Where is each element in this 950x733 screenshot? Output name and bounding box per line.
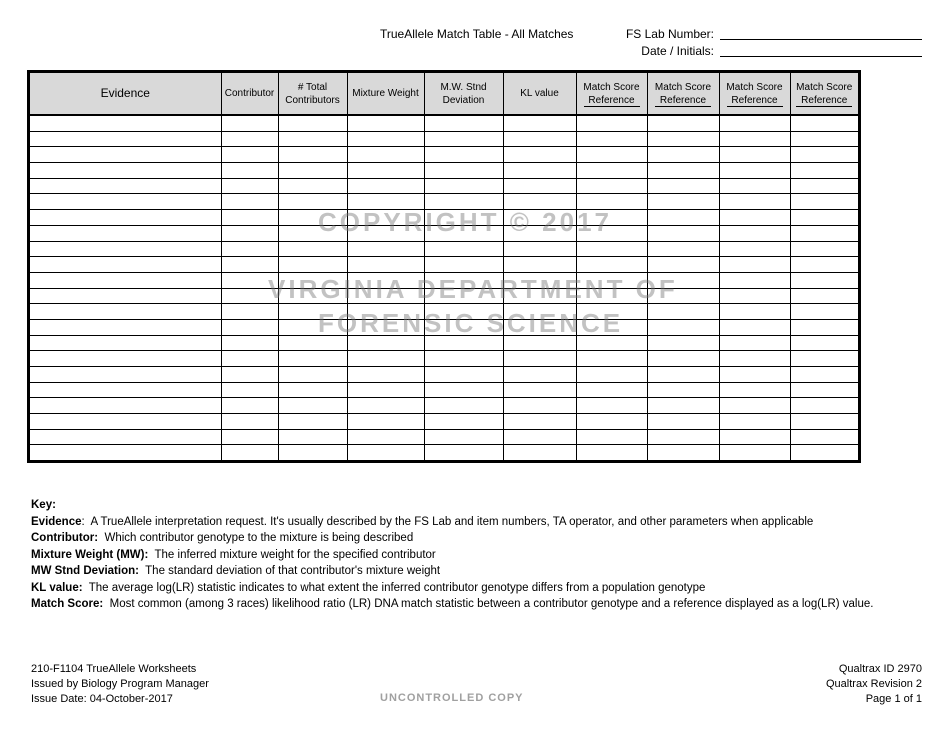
table-cell[interactable] — [790, 131, 858, 147]
table-cell[interactable] — [30, 382, 221, 398]
table-cell[interactable] — [424, 257, 503, 273]
table-cell[interactable] — [647, 304, 719, 320]
table-cell[interactable] — [719, 272, 790, 288]
table-cell[interactable] — [790, 398, 858, 414]
table-cell[interactable] — [790, 445, 858, 460]
table-cell[interactable] — [576, 382, 647, 398]
table-cell[interactable] — [503, 131, 576, 147]
table-cell[interactable] — [347, 147, 424, 163]
table-cell[interactable] — [221, 147, 278, 163]
table-cell[interactable] — [221, 210, 278, 226]
table-cell[interactable] — [576, 414, 647, 430]
footer-issue-date: Issue Date: 04-October-2017 — [31, 693, 173, 705]
key-desc: A TrueAllele interpretation request. It's usually described by the FS Lab and item numbers, TA operator, and other parameters when applicable — [90, 515, 814, 528]
key-desc: The average log(LR) statistic indicates to what extent the inferred contributor genotype differs from a population genotype — [88, 581, 706, 594]
table-row — [30, 147, 858, 163]
table-cell[interactable] — [30, 445, 221, 460]
table-cell[interactable] — [647, 351, 719, 367]
table-cell[interactable] — [30, 351, 221, 367]
table-cell[interactable] — [719, 163, 790, 179]
table-cell[interactable] — [576, 257, 647, 273]
table-cell[interactable] — [30, 335, 221, 351]
key-item — [31, 563, 911, 580]
col-label: Match Score Reference — [796, 81, 853, 106]
table-cell[interactable] — [424, 367, 503, 383]
table-row — [30, 414, 858, 430]
col-label: Match Score Reference — [726, 81, 783, 106]
table-cell[interactable] — [576, 178, 647, 194]
table-cell[interactable] — [790, 147, 858, 163]
table-cell[interactable] — [503, 429, 576, 445]
table-cell[interactable] — [719, 414, 790, 430]
table-cell[interactable] — [790, 178, 858, 194]
key-item — [31, 547, 911, 564]
footer-issuer: Issued by Biology Program Manager — [31, 678, 209, 690]
table-cell[interactable] — [719, 225, 790, 241]
table-cell[interactable] — [221, 382, 278, 398]
key-desc: Which contributor genotype to the mixture is being described — [104, 532, 414, 544]
table-cell[interactable] — [790, 382, 858, 398]
table-cell[interactable] — [647, 398, 719, 414]
table-cell[interactable] — [424, 429, 503, 445]
table-cell[interactable] — [347, 445, 424, 460]
table-cell[interactable] — [424, 398, 503, 414]
table-cell[interactable] — [347, 382, 424, 398]
table-cell[interactable] — [719, 445, 790, 460]
table-cell[interactable] — [790, 241, 858, 257]
table-cell[interactable] — [719, 115, 790, 131]
table-cell[interactable] — [347, 241, 424, 257]
table-cell[interactable] — [221, 163, 278, 179]
table-cell[interactable] — [576, 367, 647, 383]
table-cell[interactable] — [278, 115, 347, 131]
table-cell[interactable] — [30, 429, 221, 445]
table-cell[interactable] — [30, 398, 221, 414]
col-label: Match Score Reference — [654, 81, 712, 106]
table-cell[interactable] — [424, 445, 503, 460]
table-cell[interactable] — [719, 131, 790, 147]
table-cell[interactable] — [221, 304, 278, 320]
table-cell[interactable] — [221, 445, 278, 460]
table-cell[interactable] — [30, 163, 221, 179]
table-cell[interactable] — [719, 257, 790, 273]
table-cell[interactable] — [790, 115, 858, 131]
table-cell[interactable] — [576, 398, 647, 414]
table-cell[interactable] — [647, 115, 719, 131]
table-cell[interactable] — [347, 131, 424, 147]
table-cell[interactable] — [278, 398, 347, 414]
table-cell[interactable] — [221, 225, 278, 241]
table-cell[interactable] — [647, 131, 719, 147]
table-cell[interactable] — [30, 367, 221, 383]
table-row — [30, 178, 858, 194]
table-cell[interactable] — [647, 382, 719, 398]
col-match-score-reference-3 — [719, 73, 790, 115]
footer-qualtrax-id: Qualtrax ID 2970 — [838, 663, 922, 675]
col-contributor: Contributor — [221, 73, 278, 115]
key-desc: The standard deviation of that contributor's mixture weight — [145, 565, 441, 577]
key-desc: The inferred mixture weight for the specified contributor — [154, 548, 436, 561]
table-cell[interactable] — [221, 367, 278, 383]
table-cell[interactable] — [790, 335, 858, 351]
key-desc: Most common (among 3 races) likelihood ratio (LR) DNA match statistic between a contributor genotype and a reference displayed as a log(LR) value. — [109, 598, 874, 610]
footer-left — [31, 662, 209, 707]
table-cell[interactable] — [719, 367, 790, 383]
col-mw-stnd-deviation: M.W. Stnd Deviation — [424, 73, 503, 115]
table-row — [30, 398, 858, 414]
watermark-line-3: FORENSIC SCIENCE — [318, 308, 624, 338]
table-cell[interactable] — [221, 241, 278, 257]
table-cell[interactable] — [278, 147, 347, 163]
key-item — [31, 530, 911, 547]
table-cell[interactable] — [647, 178, 719, 194]
table-cell[interactable] — [719, 304, 790, 320]
table-cell[interactable] — [278, 178, 347, 194]
table-cell[interactable] — [576, 147, 647, 163]
key-separator: : — [81, 515, 85, 528]
footer-doc-id: 210-F1104 TrueAllele Worksheets — [31, 663, 197, 675]
key-term: MW Stnd Deviation: — [31, 565, 139, 577]
table-cell[interactable] — [790, 414, 858, 430]
table-cell[interactable] — [503, 382, 576, 398]
col-match-score-reference-2 — [647, 73, 719, 115]
table-cell[interactable] — [221, 335, 278, 351]
table-cell[interactable] — [647, 147, 719, 163]
table-cell[interactable] — [424, 131, 503, 147]
table-cell[interactable] — [647, 414, 719, 430]
table-header-row — [30, 73, 858, 115]
col-label: Match Score Reference — [583, 81, 640, 106]
table-cell[interactable] — [278, 445, 347, 460]
table-row — [30, 131, 858, 147]
uncontrolled-copy-stamp: UNCONTROLLED COPY — [380, 692, 524, 704]
footer-page-number: Page 1 of 1 — [865, 693, 922, 705]
table-cell[interactable] — [221, 351, 278, 367]
table-cell[interactable] — [278, 351, 347, 367]
table-cell[interactable] — [503, 178, 576, 194]
table-cell[interactable] — [790, 288, 858, 304]
table-cell[interactable] — [347, 429, 424, 445]
table-cell[interactable] — [576, 351, 647, 367]
table-cell[interactable] — [503, 241, 576, 257]
table-cell[interactable] — [278, 131, 347, 147]
table-cell[interactable] — [719, 147, 790, 163]
table-cell[interactable] — [347, 115, 424, 131]
date-initials-label: Date / Initials: — [641, 44, 714, 58]
table-cell[interactable] — [424, 351, 503, 367]
table-cell[interactable] — [221, 429, 278, 445]
table-cell[interactable] — [30, 225, 221, 241]
table-cell[interactable] — [278, 257, 347, 273]
table-cell[interactable] — [221, 115, 278, 131]
table-cell[interactable] — [647, 335, 719, 351]
col-evidence: Evidence — [30, 73, 221, 115]
table-cell[interactable] — [719, 319, 790, 335]
table-row — [30, 351, 858, 367]
fs-lab-number-field[interactable] — [720, 27, 922, 40]
table-cell[interactable] — [347, 257, 424, 273]
table-cell[interactable] — [576, 241, 647, 257]
table-cell[interactable] — [503, 398, 576, 414]
table-cell[interactable] — [503, 367, 576, 383]
table-cell[interactable] — [790, 257, 858, 273]
table-cell[interactable] — [719, 178, 790, 194]
table-cell[interactable] — [424, 163, 503, 179]
key-term: KL value: — [31, 581, 83, 594]
table-cell[interactable] — [576, 445, 647, 460]
key-term: Mixture Weight (MW): — [31, 548, 149, 561]
table-cell[interactable] — [221, 194, 278, 210]
table-cell[interactable] — [647, 429, 719, 445]
table-cell[interactable] — [647, 194, 719, 210]
table-cell[interactable] — [719, 429, 790, 445]
match-table — [27, 70, 861, 463]
table-cell[interactable] — [347, 163, 424, 179]
table-cell[interactable] — [30, 194, 221, 210]
table-cell[interactable] — [647, 210, 719, 226]
table-cell[interactable] — [647, 225, 719, 241]
table-row — [30, 429, 858, 445]
table-cell[interactable] — [576, 131, 647, 147]
table-cell[interactable] — [503, 445, 576, 460]
table-cell[interactable] — [347, 367, 424, 383]
table-cell[interactable] — [503, 414, 576, 430]
table-cell[interactable] — [790, 367, 858, 383]
col-kl-value: KL value — [503, 73, 576, 115]
table-row — [30, 367, 858, 383]
table-cell[interactable] — [647, 445, 719, 460]
table-cell[interactable] — [790, 304, 858, 320]
table-cell[interactable] — [719, 241, 790, 257]
table-cell[interactable] — [503, 257, 576, 273]
document-title: TrueAllele Match Table - All Matches — [380, 27, 574, 41]
table-cell[interactable] — [719, 194, 790, 210]
table-cell[interactable] — [790, 225, 858, 241]
table-cell[interactable] — [424, 147, 503, 163]
table-cell[interactable] — [278, 382, 347, 398]
fs-lab-number-label: FS Lab Number: — [625, 27, 714, 41]
table-cell[interactable] — [790, 272, 858, 288]
watermark-line-2: VIRGINIA DEPARTMENT OF — [268, 274, 678, 304]
table-cell[interactable] — [719, 335, 790, 351]
key-heading: Key: — [31, 499, 56, 511]
table-cell[interactable] — [30, 147, 221, 163]
table-cell[interactable] — [221, 178, 278, 194]
table-cell[interactable] — [719, 382, 790, 398]
table-cell[interactable] — [347, 178, 424, 194]
table-cell[interactable] — [30, 288, 221, 304]
table-cell[interactable] — [278, 241, 347, 257]
table-cell[interactable] — [221, 398, 278, 414]
key-item — [31, 596, 911, 613]
table-cell[interactable] — [719, 210, 790, 226]
table-cell[interactable] — [278, 429, 347, 445]
footer-right — [826, 662, 922, 707]
table-cell[interactable] — [576, 115, 647, 131]
table-row — [30, 241, 858, 257]
col-total-contributors: # Total Contributors — [278, 73, 347, 115]
col-match-score-reference-1 — [576, 73, 647, 115]
table-cell[interactable] — [424, 414, 503, 430]
table-row — [30, 257, 858, 273]
table-cell[interactable] — [647, 367, 719, 383]
table-cell[interactable] — [30, 131, 221, 147]
footer-qualtrax-revision: Qualtrax Revision 2 — [826, 678, 922, 690]
table-cell[interactable] — [424, 178, 503, 194]
table-row — [30, 163, 858, 179]
table-row — [30, 382, 858, 398]
table-cell[interactable] — [790, 210, 858, 226]
table-cell[interactable] — [790, 429, 858, 445]
table-cell[interactable] — [221, 319, 278, 335]
table-cell[interactable] — [30, 210, 221, 226]
table-cell[interactable] — [347, 414, 424, 430]
col-match-score-reference-4 — [790, 73, 858, 115]
table-cell[interactable] — [647, 257, 719, 273]
table-cell[interactable] — [790, 319, 858, 335]
table-cell[interactable] — [647, 241, 719, 257]
table-cell[interactable] — [647, 163, 719, 179]
key-section — [31, 497, 911, 613]
watermark-copyright: COPYRIGHT © 2017 — [318, 207, 613, 237]
table-cell[interactable] — [221, 414, 278, 430]
table-cell[interactable] — [424, 382, 503, 398]
table-cell[interactable] — [790, 194, 858, 210]
table-cell[interactable] — [719, 288, 790, 304]
table-cell[interactable] — [576, 429, 647, 445]
key-term: Evidence — [31, 515, 82, 528]
key-item — [31, 580, 911, 597]
table-cell[interactable] — [30, 241, 221, 257]
table-cell[interactable] — [790, 163, 858, 179]
table-cell[interactable] — [424, 241, 503, 257]
table-cell[interactable] — [790, 351, 858, 367]
key-term: Match Score: — [31, 598, 104, 610]
table-row — [30, 115, 858, 131]
table-cell[interactable] — [347, 351, 424, 367]
table-cell[interactable] — [503, 147, 576, 163]
table-cell[interactable] — [424, 115, 503, 131]
table-cell[interactable] — [30, 304, 221, 320]
table-cell[interactable] — [576, 163, 647, 179]
table-cell[interactable] — [278, 163, 347, 179]
table-row — [30, 445, 858, 460]
key-item — [31, 514, 911, 531]
table-cell[interactable] — [278, 414, 347, 430]
table-cell[interactable] — [30, 257, 221, 273]
table-cell[interactable] — [30, 319, 221, 335]
table-cell[interactable] — [719, 351, 790, 367]
table-cell[interactable] — [503, 115, 576, 131]
table-cell[interactable] — [30, 178, 221, 194]
table-cell[interactable] — [347, 398, 424, 414]
table-cell[interactable] — [30, 115, 221, 131]
table-cell[interactable] — [719, 398, 790, 414]
table-cell[interactable] — [278, 367, 347, 383]
table-cell[interactable] — [30, 414, 221, 430]
date-initials-field[interactable] — [720, 44, 922, 57]
table-cell[interactable] — [503, 351, 576, 367]
table-cell[interactable] — [30, 272, 221, 288]
table-cell[interactable] — [221, 257, 278, 273]
table-cell[interactable] — [221, 131, 278, 147]
key-term: Contributor: — [31, 532, 99, 544]
table-cell[interactable] — [647, 319, 719, 335]
table-cell[interactable] — [503, 163, 576, 179]
col-mixture-weight: Mixture Weight — [347, 73, 424, 115]
